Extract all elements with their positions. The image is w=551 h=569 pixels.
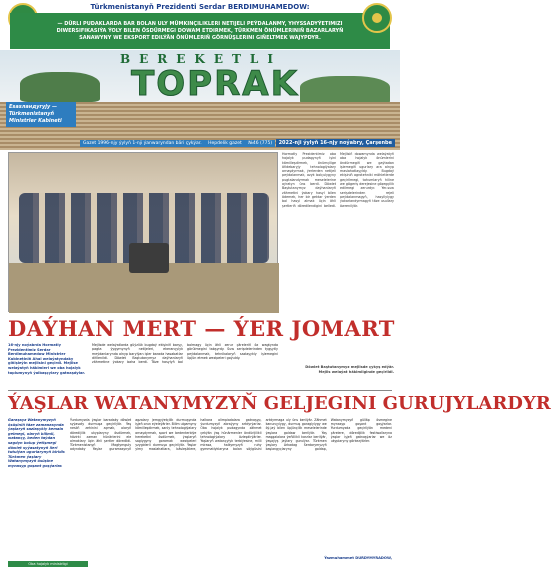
- frequency: Hepdelik gazet: [205, 140, 245, 147]
- article2-body: Ýurdumyzda ýaşlar baradaky döwlet syýasaty durmuşa geçirilýär. Ýaş nesliň zehinini açmak, olaryň döredijilik ukyplaryny ösdürmek, häzirki zaman hünärlerini ele almaklary üçin ähli şertler döredildi. Türkmenistanyň Magtymguly adyndaky Ýaşlar guramasynyň agzalary jemgyýetçilik durmuşynda işjeň orun eýeleýärler. Bilim ulgamyny kämilleşdirmek, sanly tehnologiýalary ornaşdyrmak, sport we bedenterbiýe hereketini ösdürmek, ýaşlaryň saglygyny goramak wezipeleri yzygiderli durmuşa geçirilýär. Ýaşlar ylmy maslahatlara, bäsleşiklere, halkara olimpiadalara gatnaşyp, ýurdumyzyň abraýyny artdyrýarlar. Oba hojalyk pudagynda zähmet çekýän ýaş hünärmenler öndürijilikli tehnologiýalary özleşdirýärler. Ýaşlaryň watançylyk terbiýesine, milli mirasa, halkymyzyň ruhy gymmatlyklaryna bolan söýgüsini artdyrmaga uly üns berilýär. Zähmet kanunçylygy, durmuş goraglylygy we öý-jaý bilen üpjünçilik meselelerinde ýaşlara goldaw berilýär. Ýaş maşgalalara ýeňillikli karzlar berilýär, ýaşaýyş jaýlary gurulýar. Türkmen ýaşlary Arkadag Serdarymyzyň başlangyçlaryny goldap, Watanymyzyň gülläp ösmegine mynasyp goşant goşýarlar. Ýurdumyzda geçirilýän medeni çärelere, döredijilik festiwallaryna ýaşlar işjeň gatnaşýarlar we öz ukyplaryny görkezýärler.: [70, 418, 392, 452]
- photo-caption-line: Mejlis welaýat häkimliginde geçirildi.: [318, 369, 394, 374]
- photo-podium: [129, 243, 169, 273]
- lead-photo: [8, 152, 278, 312]
- founder-label: Esasландyryjy — Türkmenistanyň Ministrler Kabineti: [6, 102, 76, 127]
- article1-body: Mejlisde welaýatlarda güýzlük bugdaý ekişiniň barşy, pagta ýygymynyň netijeleri, ekerançylyk meýdanlarynda alnyp barylýan işler barada hasabatlar diňlenildi. Döwlet Baştutanymyz daýhanlaryň zähmetine ýokary baha berdi. Täze hasylyň bol bolmagy üçin ähli zerur çäreleriň öz wagtynda görülmegini tabşyrdy. Suw serişdelerinden tygşytly peýdalanmak, tehnikalaryň sazlaşykly işlemegini üpjün etmek wezipeleri goýuldy.: [92, 343, 278, 365]
- article2-lede: Garaşsyz Watanymyzyň ösüşiniň täze zamanasynda ýaşlaryň sazlaşykly kemala gelmegi, olaryň bilimli, watançy, beden taýdan sagdyn bolup ýetişmegi döwlet syýasatynyň ileri tutulýan ugurlarynyň biridir. Türkmen ýaşlary Watanymyzyň ösüşine mynasyp goşant goşýarlar.: [8, 418, 66, 468]
- author-signature: Ýazmuhammet DURDYMYRADOW,: [324, 556, 392, 560]
- newspaper-emblem-icon: [362, 3, 392, 33]
- issue-date: 2022-nji ýylyň 16-njy noýabry, Çarşenbe: [276, 139, 395, 147]
- publication-since: Gazet 1996-njy ýylyň 1-nji ýanwaryndan bäri çykýar.: [80, 140, 205, 147]
- masthead-title-main: TOPRAK: [131, 64, 299, 104]
- photo-caption: [282, 365, 394, 374]
- top-banner: [0, 0, 400, 50]
- issue-number: №46 (775): [245, 140, 275, 147]
- tree-illustration: [20, 72, 100, 102]
- footer-ad: Oba hojalyk ministrligi: [8, 561, 88, 567]
- article1-headline: DAÝHAN MERT — ÝER JOMART: [8, 316, 395, 341]
- article2-headline: ÝAŞLAR WATANYMYZYŇ GELJEGINI GURUJYLARDYR: [8, 393, 551, 414]
- photo-caption-line: Döwlet Baştutanymyz mejlisde çykyş edýär.: [305, 365, 394, 369]
- article1-lede: 16-njy noýabrda Hormatly Prezidentimiz Serdar Berdimuhamedow Ministrler Kabinetiniň Ahal welaýatyndaky giňişleýin mejlisini geçirdi. Mejlise welaýatyň häkimleri we oba hojalyk toplumynyň ýolbaşçylary gatnaşdylar.: [8, 343, 86, 375]
- quote-line: SANAWYNY WE EKSPORT EDILÝÄN ÖNÜMLERIŇ GÖRNÜŞLERINI GIŇELTMEK WAJYPDYR.: [79, 34, 321, 41]
- quote-line: — DÜRLI PUDAKLARDA BAR BOLAN ULY MÜMKINÇILIKLERI NETIJELI PEÝDALANMY, YHYSSADYÝETIMIZI: [57, 20, 343, 27]
- quote-line: DIWERSIFIKASIÝA ÝOLY BILEN ÖSDÜRMEGI DOWAM ETDIRMEK, TÜRKMEN ÖNÜMLERINIŇ BAZARLARYŇ: [56, 27, 344, 34]
- article1-right-column: Hormatly Prezidentimiz oba hojalyk pudagynyň işini kämilleşdirmek, önümçilige öňdebaryjy tehnologiýalary ornaşdyrmak, ýerlerden netijeli peýdalanmak, azyk bolçulygyny pugtalandyrmak meselelerine aýratyn üns berdi. Döwlet Baştutanymyz daýhanlaryň zähmetini ýokary hasyl bilen ödemek, her bir gektar ýerden bol hasyl almak üçin ähli şertleriň döredilendigini belledi. Mejlisiň dowamynda welaýatyň oba hojalyk önümlerini öndürmegiň we gaýtadan işlemegiň ugurlary ara alnyp maslahatlaşyldy. Bugdaý ekişiniň agrotehniki möhletlerde geçirilmegi, tohumlaryň hiline we gögeriş derejesine gözegçilik edilmegi zerurdyr. Ýer-suw serişdelerinden rejeli peýdalanmagyň, hasyllylygy ýokarlandyrmagyň täze usullary öwrenilýär.: [282, 152, 394, 208]
- president-line: Türkmenistanyň Prezidenti Serdar BERDIMUHAMEDOW:: [90, 3, 310, 11]
- masthead: [0, 50, 400, 150]
- section-divider: [8, 390, 392, 391]
- masthead-info-row: [80, 138, 395, 148]
- president-quote: [10, 13, 390, 49]
- masthead-title-top: BEREKETLI: [120, 52, 282, 66]
